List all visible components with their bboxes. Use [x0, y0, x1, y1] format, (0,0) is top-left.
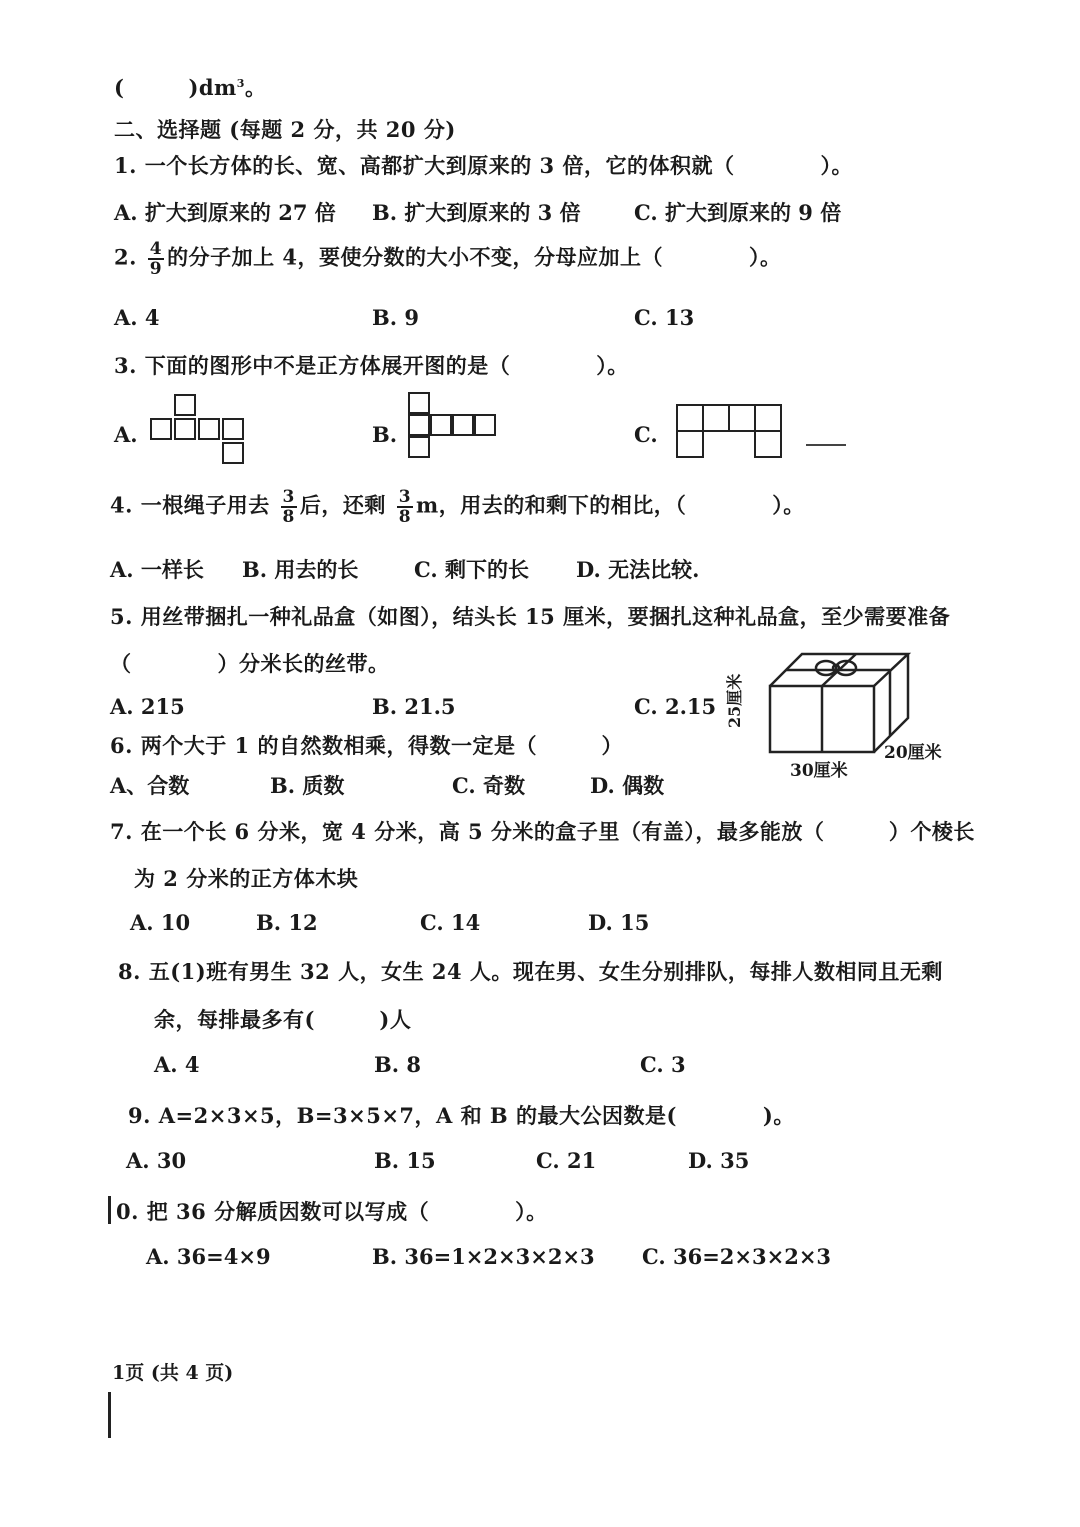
q7-option-a: A. 10 — [130, 910, 191, 935]
fraction-denominator: 9 — [149, 259, 163, 279]
q2-text: 的分子加上 4，要使分数的大小不变，分母应加上（ ）。 — [167, 244, 782, 270]
q1-option-b: B. 扩大到原来的 3 倍 — [372, 200, 581, 225]
prev-question-tail — [114, 72, 266, 102]
question-8-line-2: 余，每排最多有( )人 — [154, 1007, 412, 1032]
q4-option-a: A. 一样长 — [110, 557, 204, 582]
question-8-line-1: 8. 五(1)班有男生 32 人，女生 24 人。现在男、女生分别排队，每排人数相同且无剩 — [118, 959, 943, 984]
q2-option-b: B. 9 — [372, 305, 419, 330]
q3-option-a: A. — [114, 422, 138, 447]
q10-option-a: A. 36=4×9 — [146, 1244, 271, 1269]
q8-option-c: C. 3 — [640, 1052, 686, 1077]
q5-option-a: A. 215 — [110, 694, 185, 719]
q6-option-a: A、合数 — [110, 773, 190, 798]
page-footer: 1页 (共 4 页) — [112, 1362, 234, 1384]
question-10: 0. 把 36 分解质因数可以写成（ ）。 — [116, 1199, 548, 1224]
fraction-denominator: 8 — [282, 507, 295, 527]
q9-option-a: A. 30 — [126, 1148, 187, 1173]
fraction-3-8-a — [281, 488, 297, 526]
unit-dm: )dm — [188, 75, 237, 100]
q1-option-a: A. 扩大到原来的 27 倍 — [114, 200, 336, 225]
fraction-numerator: 4 — [149, 239, 163, 259]
q10-option-b: B. 36=1×2×3×2×3 — [372, 1244, 595, 1269]
q7-option-b: B. 12 — [256, 910, 318, 935]
period: 。 — [244, 75, 267, 100]
q4-option-b: B. 用去的长 — [242, 557, 359, 582]
q5-option-b: B. 21.5 — [372, 694, 456, 719]
section-title: 二、选择题 (每题 2 分，共 20 分) — [114, 117, 456, 142]
q6-option-b: B. 质数 — [270, 773, 345, 798]
margin-bar-bottom — [108, 1392, 111, 1438]
q4-suffix: m，用去的和剩下的相比，（ ）。 — [416, 492, 805, 518]
question-5-line-2: （ ）分米长的丝带。 — [110, 651, 390, 676]
q9-option-d: D. 35 — [688, 1148, 750, 1173]
margin-bar — [108, 1196, 111, 1224]
question-7-line-1: 7. 在一个长 6 分米，宽 4 分米，高 5 分米的盒子里（有盖），最多能放（ ）个棱长 — [110, 819, 975, 844]
unit-exponent: 3 — [236, 77, 245, 90]
q2-option-c: C. 13 — [634, 305, 695, 330]
question-9: 9. A=2×3×5，B=3×5×7，A 和 B 的最大公因数是( )。 — [128, 1103, 795, 1128]
q1-option-c: C. 扩大到原来的 9 倍 — [634, 200, 842, 225]
q8-option-b: B. 8 — [374, 1052, 421, 1077]
q7-option-c: C. 14 — [420, 910, 481, 935]
q2-number: 2. — [114, 244, 137, 270]
q4-prefix: 4. 一根绳子用去 — [110, 492, 270, 518]
question-1: 1. 一个长方体的长、宽、高都扩大到原来的 3 倍，它的体积就（ ）。 — [114, 153, 853, 178]
box-length-label: 30厘米 — [790, 761, 848, 781]
q7-option-d: D. 15 — [588, 910, 650, 935]
q4-middle: 后，还剩 — [299, 492, 386, 518]
q9-option-c: C. 21 — [536, 1148, 597, 1173]
question-6: 6. 两个大于 1 的自然数相乘，得数一定是（ ） — [110, 733, 623, 758]
q3-option-c: C. — [634, 422, 658, 447]
question-3: 3. 下面的图形中不是正方体展开图的是（ ）。 — [114, 353, 629, 378]
q4-option-c: C. 剩下的长 — [414, 557, 529, 582]
q2-option-a: A. 4 — [114, 305, 160, 330]
q9-option-b: B. 15 — [374, 1148, 436, 1173]
q8-option-a: A. 4 — [154, 1052, 200, 1077]
fraction-denominator: 8 — [398, 507, 412, 527]
question-7-line-2: 为 2 分米的正方体木块 — [134, 866, 359, 891]
fraction-4-9 — [148, 240, 164, 278]
fraction-numerator: 3 — [282, 487, 295, 507]
q10-option-c: C. 36=2×3×2×3 — [642, 1244, 832, 1269]
q4-option-d: D. 无法比较. — [576, 557, 700, 582]
q6-option-d: D. 偶数 — [590, 773, 665, 798]
question-5-line-1: 5. 用丝带捆扎一种礼品盒（如图），结头长 15 厘米，要捆扎这种礼品盒，至少需要准备 — [110, 604, 951, 629]
question-4 — [110, 488, 805, 526]
fraction-3-8-b — [397, 488, 413, 526]
box-width-label: 20厘米 — [884, 743, 942, 763]
q3-option-b: B. — [372, 422, 398, 447]
box-height-label: 25厘米 — [725, 673, 744, 728]
gift-box-figure — [725, 646, 960, 786]
fraction-numerator: 3 — [398, 487, 412, 507]
q5-option-c: C. 2.15 — [634, 694, 717, 719]
open-paren: ( — [114, 75, 125, 100]
q6-option-c: C. 奇数 — [452, 773, 525, 798]
question-2 — [114, 240, 782, 278]
